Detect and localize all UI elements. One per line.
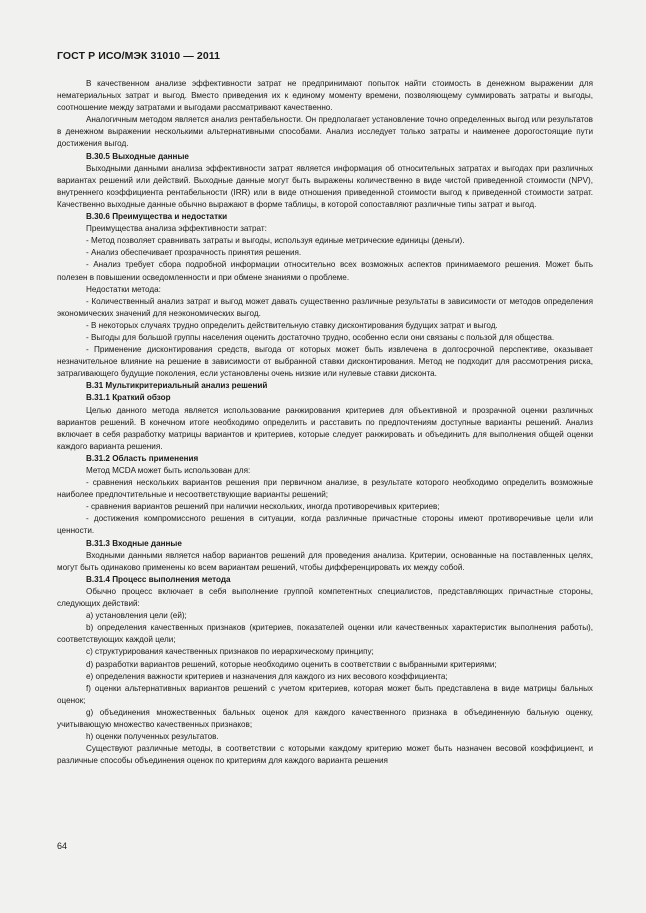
paragraph: f) оценки альтернативных вариантов решений с учетом критериев, которая может быть представлена в виде матрицы бальных оценок; [57,683,593,705]
paragraph: g) объединения множественных бальных оценок для каждого качественного признака в объединенную бальную оценку, учитывающую множество качественных признаков; [57,707,593,729]
page-header: ГОСТ Р ИСО/МЭК 31010 — 2011 [57,50,221,62]
paragraph: Обычно процесс включает в себя выполнение группой компетентных специалистов, представляющих причастные стороны, следующих действий: [57,586,593,609]
paragraph: Целью данного метода является использование ранжирования критериев для объективной и прозрачной оценки различных вариантов решений. В конечном итоге необходимо определить и расставить по предпочтениям доступные варианты решений. Анализ включает в себя разработку матрицы вариантов и критериев, которые следует ранжировать и объединить для выполнения общей оценки каждого варианта решения. [57,405,593,451]
paragraph: - Метод позволяет сравнивать затраты и выгоды, используя единые метрические единицы (деньги). [86,236,465,246]
section-heading: В.31.1 Краткий обзор [86,393,171,403]
section-heading: В.31 Мультикритериальный анализ решений [86,381,268,391]
paragraph: - Выгоды для большой группы населения оценить достаточно трудно, особенно если они связаны с пользой для общества. [86,332,555,342]
paragraph: Входными данными является набор вариантов решений для проведения анализа. Критерии, основанные на поставленных целях, могут быть одинаково применены ко всем вариантам решений, чтобы дифференцировать их между собой. [57,550,593,572]
paragraph: Выходными данными анализа эффективности затрат является информация об относительных затратах и выгодах при различных вариантах решений или действий. Выходные данные могут быть выражены количественно в виде чистой приведенной стоимости (NPV), внутреннего коэффициента рентабельности (IRR) или в виде отношения приведенной стоимости выгод к приведенной стоимости затрат. Качественно выходные данные обычно выражают в форме таблицы, в которой сопоставляют различные типы затрат и выгод. [57,163,593,209]
paragraph: Недостатки метода: [86,284,161,294]
paragraph: - Количественный анализ затрат и выгод может давать существенно различные результаты в зависимости от методов определения экономических значений для неэкономических выгод. [57,296,593,318]
document-body [57,78,593,767]
page-number: 64 [57,841,68,851]
section-heading: В.31.3 Входные данные [86,538,182,548]
paragraph: - достижения компромиссного решения в ситуации, когда различные причастные стороны имеют противоречивые цели или ценности. [57,514,593,536]
section-heading: В.30.6 Преимущества и недостатки [86,212,228,222]
section-heading: В.31.4 Процесс выполнения метода [86,574,231,584]
paragraph: Аналогичным методом является анализ рентабельности. Он предполагает установление точно определенных выгод или результатов в денежном выражении несколькими альтернативными способами. Анализ исследует только затраты и наименее дорогостоящие пути достижения выгод. [57,115,593,149]
paragraph: c) структурирования качественных признаков по иерархическому принципу; [86,647,374,657]
paragraph: a) установления цели (ей); [86,611,187,621]
paragraph: Метод MCDA может быть использован для: [86,466,251,475]
paragraph: - сравнения нескольких вариантов решения при первичном анализе, в результате которого необходимо определить возможные наиболее предпочтительные и несоответствующие варианты решений; [57,478,593,500]
paragraph: Преимущества анализа эффективности затрат: [86,224,267,234]
paragraph: - сравнения вариантов решений при наличии нескольких, иногда противоречивых критериев; [86,502,440,512]
section-heading: В.30.5 Выходные данные [86,151,189,161]
paragraph: - Анализ обеспечивает прозрачность принятия решения. [86,248,302,258]
section-heading: В.31.2 Область применения [86,453,199,463]
paragraph: - Анализ требует сбора подробной информации относительно всех возможных аспектов принимаемого решения. Может быть полезен в повышении осведомленности и при обмене знаниями о проблеме. [57,260,593,282]
paragraph: - В некоторых случаях трудно определить действительную ставку дисконтирования будущих затрат и выгод. [86,320,498,330]
paragraph: h) оценки полученных результатов. [86,732,219,742]
paragraph: e) определения важности критериев и назначения для каждого из них весового коэффициента; [86,671,448,681]
paragraph: Существуют различные методы, в соответствии с которыми каждому критерию может быть назначен весовой коэффициент, и различные способы объединения оценок по критериям для каждого варианта решения [57,744,593,766]
paragraph: - Применение дисконтирования средств, выгода от которых может быть извлечена в долгосрочной перспективе, оказывает незначительное влияние на решение в зависимости от выбранной ставки дисконтирования. Метод не подходит для рассмотрения риска, затрагивающего будущие поколения, если установлены очень низкие или нулевые ставки дисконта. [57,345,593,379]
paragraph: b) определения качественных признаков (критериев, показателей оценки или качественных характеристик выполнения работы), соответствующих каждой цели; [57,623,593,645]
paragraph: d) разработки вариантов решений, которые необходимо оценить в соответствии с выбранными критериями; [86,659,497,669]
paragraph: В качественном анализе эффективности затрат не предпринимают попыток найти стоимость в денежном выражении для нематериальных затрат и выгод. Вместо приведения их к единому моменту времени, позволяющему суммировать затраты и выгоды, соотношение между затратами и выгодами рассматривают качественно. [57,79,593,113]
